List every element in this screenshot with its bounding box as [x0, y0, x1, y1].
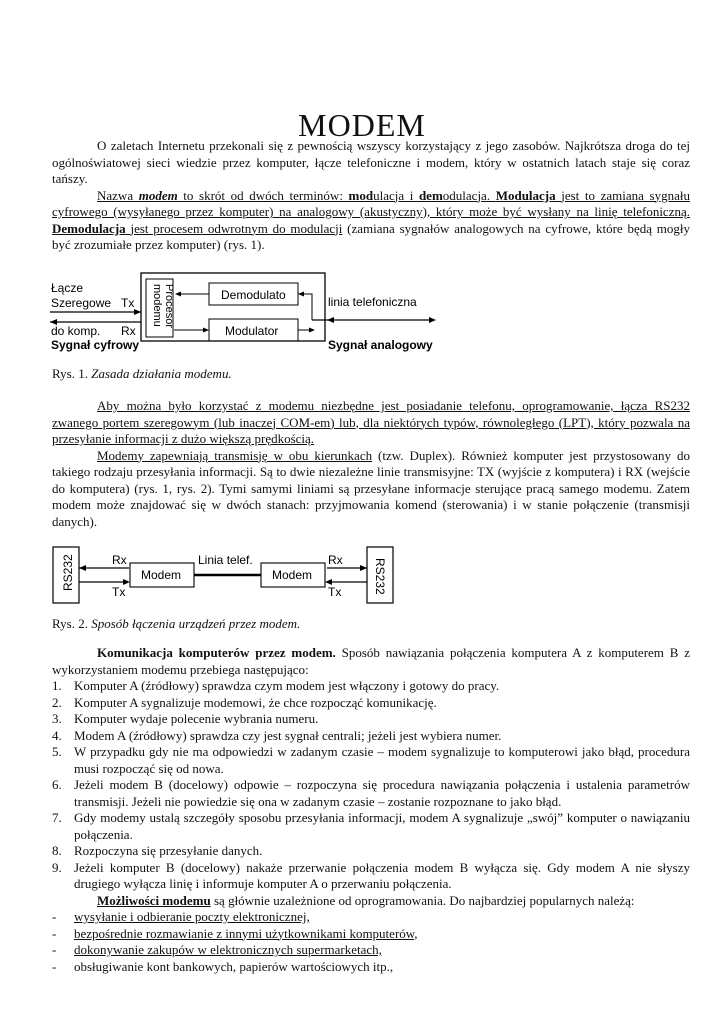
communication-intro: Sposób nawiązania połączenia komputera A z komputerem B z wykorzystaniem modemu przebiega następująco: [52, 645, 690, 677]
fig2-line-label: Linia telef. [198, 553, 253, 567]
paragraph-definition [52, 188, 690, 254]
def-e: ulacja i [373, 187, 419, 203]
step-number: 7. [52, 810, 62, 825]
fig2-tx-left: Tx [112, 585, 126, 599]
capabilities-list [52, 909, 690, 975]
communication-section [52, 645, 690, 975]
bullet-text: bezpośrednie rozmawianie z innymi użytkownikami komputerów, [74, 925, 418, 941]
fig2-modem-right: Modem [272, 568, 313, 582]
list-item [52, 777, 690, 810]
def-g: odulacja. [442, 187, 496, 203]
step-number: 6. [52, 777, 62, 792]
fig1-right-label: Sygnał analogowy [328, 338, 433, 352]
step-number: 3. [52, 711, 62, 726]
fig2-rx-right: Rx [328, 553, 343, 567]
fig1-tx-arrow [134, 309, 141, 315]
paragraph-requirements: Aby można było korzystać z modemu niezbędne jest posiadanie telefonu, oprogramowanie, łącza RS232 zwanego portem szeregowym (lub inaczej COM-em) lub, dla niektórych typów, równoległego (LPT), który pozwala na przesyłanie informacji z dużo większą prędkością. [52, 398, 690, 446]
intro-paragraphs [52, 138, 690, 254]
def-m: (zamiana sygnałów analogowych na cyfrowe, które będą mogły być zrozumiałe przez komputer) (rys. 1). [52, 220, 691, 252]
figure-2-diagram [50, 546, 400, 606]
step-text: Gdy modemy ustalą szczegóły sposobu przesyłania informacji, modem A sygnalizuje „swój” komputer o nawiązaniu połączenia. [74, 810, 690, 842]
fig1-phone-arrow-right [429, 317, 436, 323]
fig1-rx: Rx [121, 324, 136, 338]
fig2-tx-right: Tx [328, 585, 342, 599]
bullet-dash: - [52, 958, 57, 974]
def-demodulacja: Demodulacja [52, 220, 126, 236]
connection-steps-list [52, 678, 690, 893]
middle-paragraphs [52, 398, 690, 530]
step-text: Modem A (źródłowy) sprawdza czy jest sygnał centrali; jeżeli jest wybiera numer. [74, 727, 502, 743]
fig1-left-top: Łącze [51, 281, 84, 295]
paragraph-communication [52, 645, 690, 678]
def-mod: mod [348, 187, 374, 203]
bullet-dash: - [52, 925, 57, 941]
def-c: to skrót od dwóch terminów: [177, 187, 349, 203]
duplex-underlined: Modemy zapewniają transmisję w obu kierunkach [97, 447, 373, 463]
bullet-dash: - [52, 909, 57, 924]
step-number: 4. [52, 727, 62, 743]
list-item [52, 843, 690, 860]
step-text: Komputer A (źródłowy) sprawdza czym modem jest włączony i gotowy do pracy. [74, 678, 500, 693]
list-item [52, 678, 690, 695]
fig2-rs232-right: RS232 [373, 558, 387, 595]
capabilities-heading: Możliwości modemu [97, 892, 211, 908]
capabilities-intro: są głównie uzależnione od oprogramowania. Do najbardziej popularnych należą: [210, 892, 635, 908]
step-text: W przypadku gdy nie ma odpowiedzi w zadanym czasie – modem sygnalizuje to komputerowi jako błąd, procedura musi rozpocząć się od nowa. [74, 744, 690, 776]
fig1-arrowhead-mod [203, 328, 209, 333]
fig2-rs232-left: RS232 [61, 554, 75, 591]
bullet-text: dokonywanie zakupów w elektronicznych supermarketach, [74, 942, 382, 957]
list-item [52, 860, 690, 893]
fig1-arrowhead-out [309, 328, 315, 333]
bullet-text: obsługiwanie kont bankowych, papierów wartościowych itp., [74, 958, 394, 974]
step-number: 8. [52, 843, 62, 858]
bullet-text: wysyłanie i odbieranie poczty elektronicznej, [74, 909, 310, 924]
list-item [52, 744, 690, 777]
def-text [52, 188, 690, 220]
duplex-rest: (tzw. Duplex). Również komputer jest przystosowany do takiego rodzaju przesyłania informacji. Są to dwie niezależne linie transmisyjne: TX (wyjście z komputera) i RX (wejście do komputera) (rys. 1, rys. 2). Tymi samymi liniami są przesyłane informacje sterujące pracą samego modemu. Zatem modem może znajdować się w dwóch stanach: przyjmowania komend (sterowania) i w stanie połączenie (transmisji danych). [52, 447, 690, 529]
paragraph-capabilities [52, 893, 690, 910]
paragraph-intro: O zaletach Internetu przekonali się z pewnością wszyscy korzystający z jego zasobów. Najkrótsza droga do tej ogólnoświatowej sieci wiedzie przez komputer, łącze telefoniczne i modem, który w ostatnich latach staje się coraz tańszy. [52, 138, 690, 186]
figure-2-caption: Rys. 2. Sposób łączenia urządzeń przez modem. [52, 616, 301, 631]
step-text: Rozpoczyna się przesyłanie danych. [74, 843, 263, 858]
list-item [52, 959, 690, 976]
fig1-left-mid: Szeregowe [51, 296, 112, 310]
list-item [52, 909, 690, 926]
fig1-mod-label: Modulator [225, 324, 279, 338]
step-number: 9. [52, 859, 62, 875]
communication-heading: Komunikacja komputerów przez modem. [97, 645, 336, 660]
fig1-line-label: linia telefoniczna [328, 295, 417, 309]
fig2-rx-right-arrow [360, 565, 367, 571]
figure-1-caption: Rys. 1. Zasada działania modemu. [52, 366, 232, 381]
paragraph-duplex [52, 448, 690, 531]
def-modulacja: Modulacja [495, 187, 556, 203]
def-i: jest to zamiana sygnału cyfrowego (wysyłanego przez komputer) na analogowy (akustyczny), który może być wysłany na linię telefoniczną. [52, 187, 690, 219]
def-a: Nazwa [97, 187, 139, 203]
def-l: jest procesem odwrotnym do modulacji [125, 220, 343, 236]
fig1-left-low: do komp. [51, 324, 101, 338]
step-number: 2. [52, 694, 62, 710]
bullet-dash: - [52, 942, 57, 957]
fig1-arrow-to-demod [300, 294, 312, 320]
step-text: Jeżeli modem B (docelowy) odpowie – rozpoczyna się procedura nawiązania połączenia i ustalenia parametrów transmisji. Jeżeli nie powiedzie się ona w zadanym czasie – zostanie rozpoznane to jako błąd. [74, 777, 690, 809]
fig1-tx: Tx [121, 296, 135, 310]
step-text: Komputer A sygnalizuje modemowi, że chce rozpocząć komunikację. [74, 694, 437, 710]
fig2-modem-left: Modem [141, 568, 182, 582]
list-item [52, 695, 690, 712]
fig1-arrowhead-demod [298, 292, 304, 297]
def-modem-term: modem [138, 187, 178, 203]
list-item [52, 942, 690, 959]
fig1-phone-arrow-left [327, 317, 334, 323]
fig1-processor-label: Procesormodemu [151, 284, 175, 329]
list-item [52, 810, 690, 843]
fig2-rx-left: Rx [112, 553, 127, 567]
figure-1-diagram [50, 272, 450, 358]
list-item [52, 926, 690, 943]
step-text: Jeżeli komputer B (docelowy) nakaże przerwanie połączenia modem B wyłącza się. Gdy modem A nie słyszy drugiego wyłącza linię i informuje komputer A o przerwaniu połączenia. [74, 859, 690, 891]
list-item [52, 711, 690, 728]
def-demod-text [52, 221, 342, 236]
def-dem: dem [418, 187, 443, 203]
page-title: MODEM [298, 107, 426, 144]
list-item [52, 728, 690, 745]
step-number: 5. [52, 744, 62, 759]
fig1-demod-label: Demodulato [221, 288, 286, 302]
step-text: Komputer wydaje polecenie wybrania numeru. [74, 711, 319, 726]
fig1-left-label: Sygnał cyfrowy [51, 338, 140, 352]
fig2-rx-left-arrow [79, 565, 86, 571]
step-number: 1. [52, 678, 62, 693]
